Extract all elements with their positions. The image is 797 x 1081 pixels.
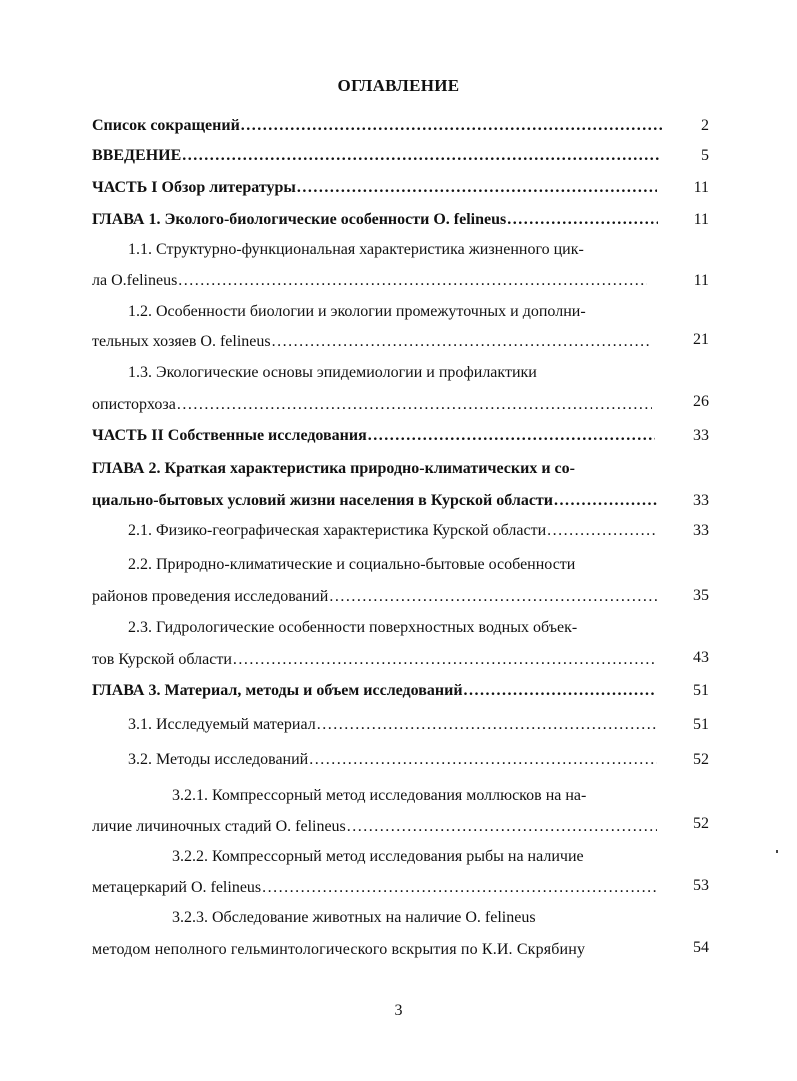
toc-page-number: 33 bbox=[693, 522, 709, 539]
toc-entry-line: описторхоза ..... bbox=[92, 395, 652, 415]
toc-page-number: 43 bbox=[693, 649, 709, 666]
dot-leader bbox=[241, 116, 662, 136]
toc-page-number: 33 bbox=[693, 427, 709, 444]
toc-page-number: 51 bbox=[693, 716, 709, 733]
toc-page-number: 51 bbox=[693, 682, 709, 699]
toc-entry-line: ГЛАВА 3. Материал, методы и объем исследований ..... bbox=[92, 681, 655, 701]
toc-page-number: 5 bbox=[701, 147, 709, 164]
toc-entry-line: ВВЕДЕНИЕ ..... bbox=[92, 146, 659, 166]
toc-entry-line: 2.2. Природно-климатические и социально-бытовые особенности bbox=[128, 556, 576, 573]
page-number: 3 bbox=[394, 1002, 403, 1019]
toc-entry-line: ГЛАВА 2. Краткая характеристика природно-климатических и со- bbox=[92, 460, 575, 477]
toc-entry-line: 3.1. Исследуемый материал ..... bbox=[128, 715, 657, 735]
toc-entry-line: ла O.felineus ..... bbox=[92, 271, 647, 291]
toc-page-number: 21 bbox=[693, 331, 709, 348]
scan-speck bbox=[776, 850, 778, 853]
dot-leader bbox=[178, 271, 647, 291]
dot-leader bbox=[317, 715, 657, 735]
toc-entry-line: 3.2.2. Компрессорный метод исследования рыбы на наличие bbox=[172, 848, 584, 865]
toc-entry-line: ГЛАВА 1. Эколого-биологические особенности O. felineus ..... bbox=[92, 210, 658, 230]
toc-entry-line: 3.2.1. Компрессорный метод исследования моллюсков на на- bbox=[172, 787, 587, 804]
toc-entry-line: ЧАСТЬ II Собственные исследования ..... bbox=[92, 426, 655, 446]
dot-leader bbox=[368, 426, 655, 446]
toc-page-number: 2 bbox=[701, 117, 709, 134]
toc-entry-line: Список сокращений ..... bbox=[92, 116, 662, 136]
dot-leader bbox=[554, 491, 658, 511]
toc-entry-line: 1.2. Особенности биологии и экологии промежуточных и дополни- bbox=[128, 303, 586, 320]
page-title: ОГЛАВЛЕНИЕ bbox=[337, 76, 460, 95]
dot-leader bbox=[177, 395, 652, 415]
toc-entry-line: тов Курской области ..... bbox=[92, 650, 657, 670]
toc-entry-line: циально-бытовых условий жизни населения в Курской области ..... bbox=[92, 491, 658, 511]
toc-entry-line: 3.2. Методы исследований ..... bbox=[128, 750, 657, 770]
toc-entry-line: 2.3. Гидрологические особенности поверхностных водных объек- bbox=[128, 619, 578, 636]
toc-entry-line: личие личиночных стадий O. felineus ..... bbox=[92, 817, 657, 837]
toc-entry-line: тельных хозяев O. felineus ..... bbox=[92, 332, 652, 352]
toc-page-number: 35 bbox=[693, 587, 709, 604]
dot-leader bbox=[262, 878, 657, 898]
toc-entry-line: ЧАСТЬ I Обзор литературы ..... bbox=[92, 178, 657, 198]
toc-page-number: 54 bbox=[693, 939, 709, 956]
toc-page-number: 26 bbox=[693, 393, 709, 410]
dot-leader bbox=[297, 178, 657, 198]
dot-leader bbox=[233, 650, 657, 670]
toc-entry-line: районов проведения исследований ..... bbox=[92, 587, 657, 607]
dot-leader bbox=[464, 681, 655, 701]
toc-entry-line: 3.2.3. Обследование животных на наличие O. felineus bbox=[172, 909, 536, 926]
dot-leader bbox=[329, 587, 657, 607]
toc-entry-line: 2.1. Физико-географическая характеристика Курской области ..... bbox=[128, 521, 657, 541]
toc-page-number: 52 bbox=[693, 751, 709, 768]
toc-entry-line: метацеркарий O. felineus ..... bbox=[92, 878, 657, 898]
toc-page-number: 52 bbox=[693, 815, 709, 832]
dot-leader bbox=[347, 817, 657, 837]
dot-leader bbox=[547, 521, 657, 541]
toc-page-number: 33 bbox=[693, 492, 709, 509]
dot-leader bbox=[272, 332, 652, 352]
toc-entry-line: 1.1. Структурно-функциональная характеристика жизненного цик- bbox=[128, 241, 584, 258]
toc-page-number: 11 bbox=[693, 272, 709, 289]
toc-entry-line: 1.3. Экологические основы эпидемиологии и профилактики bbox=[128, 364, 537, 381]
toc-page-number: 11 bbox=[693, 179, 709, 196]
dot-leader bbox=[309, 750, 657, 770]
toc-page-number: 11 bbox=[693, 211, 709, 228]
toc-page-number: 53 bbox=[693, 877, 709, 894]
toc-entry-line: методом неполного гельминтологического вскрытия по К.И. Скрябину bbox=[92, 941, 586, 958]
dot-leader bbox=[507, 210, 658, 230]
dot-leader bbox=[182, 146, 659, 166]
